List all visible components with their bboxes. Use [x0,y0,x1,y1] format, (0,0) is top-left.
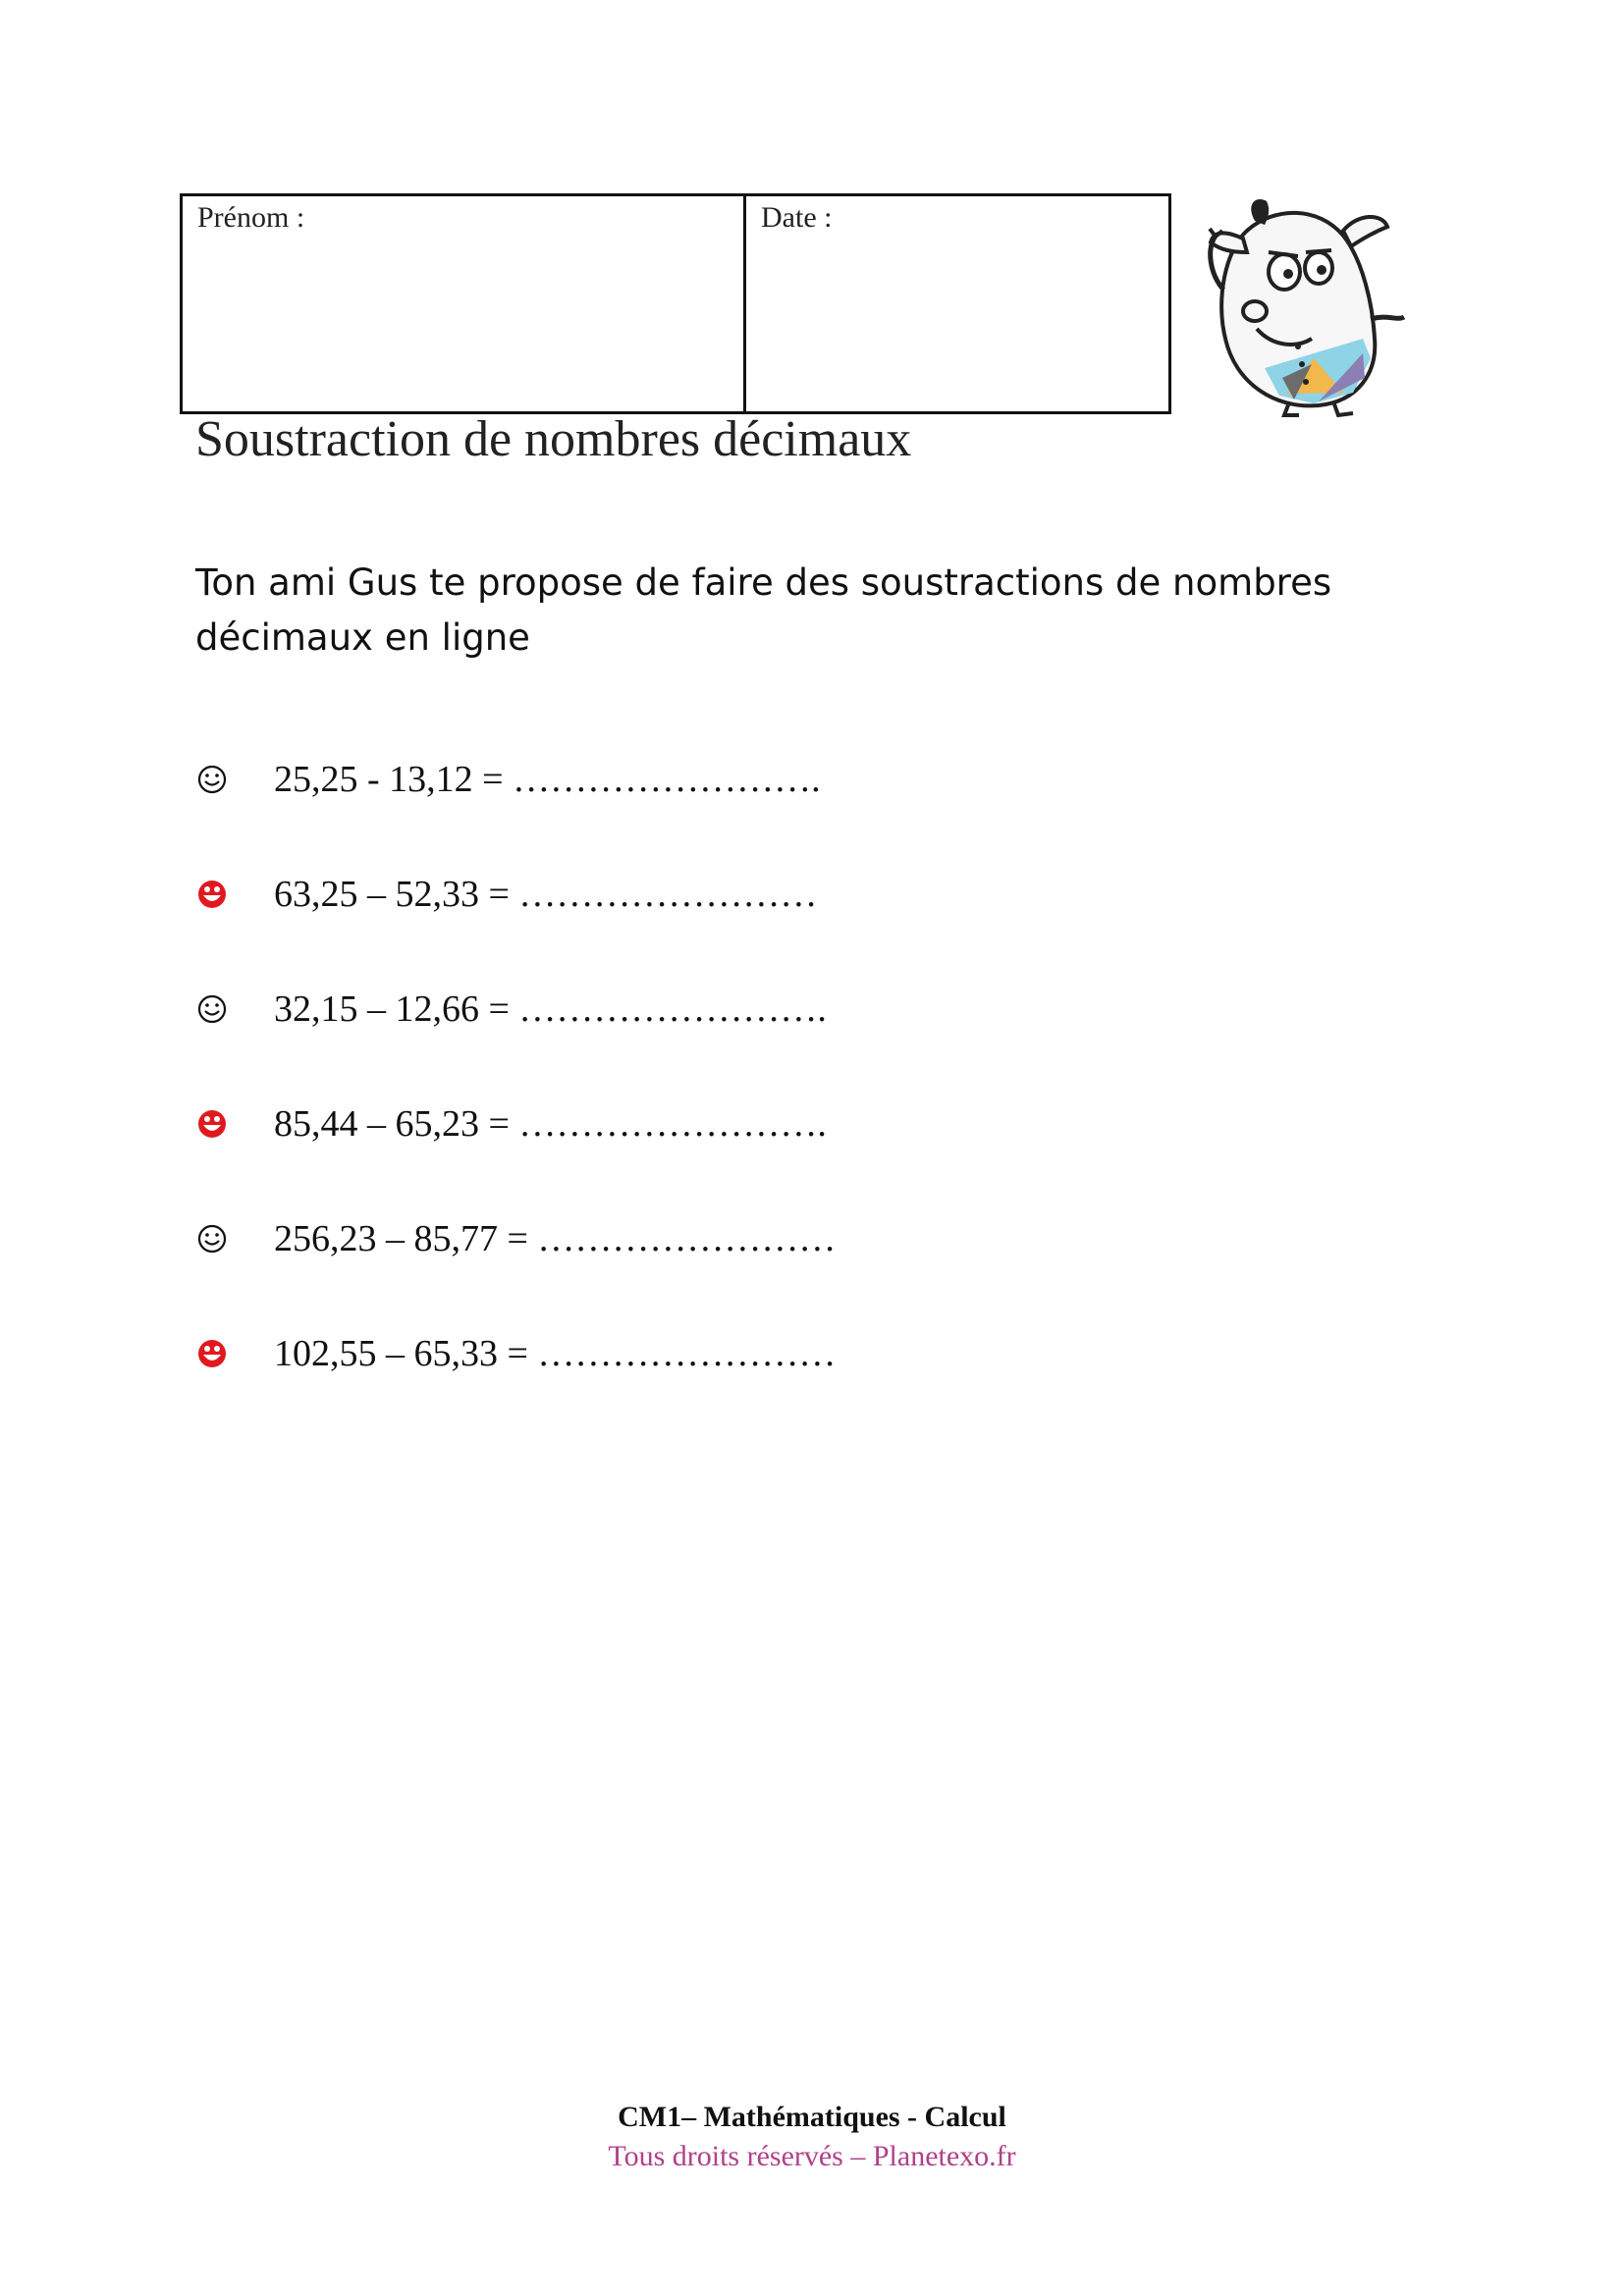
date-field[interactable] [746,196,1168,411]
prenom-label: Prénom : [197,201,305,234]
exercise-row [195,986,836,1100]
instructions-text: Ton ami Gus te propose de faire des soustractions de nombres décimaux en ligne [195,561,1332,659]
smiley-outline-icon [195,763,229,796]
exercise-expression[interactable]: 32,15 – 12,66 = ……………………. [274,988,827,1030]
page-title: Soustraction de nombres décimaux [195,411,912,467]
footer-course: CM1– Mathématiques - Calcul [618,2101,1006,2133]
exercise-expression[interactable]: 102,55 – 65,33 = …………………… [274,1333,837,1374]
exercise-expression[interactable]: 85,44 – 65,23 = ……………………. [274,1103,827,1145]
footer-copyright: Tous droits réservés – Planetexo.fr [608,2140,1016,2172]
header-table [180,193,1171,414]
exercise-expression[interactable]: 25,25 - 13,12 = ……………………. [274,759,821,800]
smiley-red-icon [195,1107,229,1141]
exercise-row [195,1100,836,1215]
smiley-outline-icon [195,1222,229,1255]
exercise-expression[interactable]: 63,25 – 52,33 = …………………… [274,874,818,915]
smiley-red-icon [195,1337,229,1370]
exercise-list [195,756,836,1445]
exercise-row [195,1330,836,1445]
prenom-field[interactable] [183,196,746,411]
exercise-row [195,871,836,986]
exercise-row [195,1215,836,1330]
smiley-outline-icon [195,992,229,1026]
smiley-red-icon [195,878,229,911]
mascot-gus-icon [1196,191,1414,417]
exercise-expression[interactable]: 256,23 – 85,77 = …………………… [274,1218,837,1259]
exercise-row [195,756,836,871]
date-label: Date : [761,201,833,234]
